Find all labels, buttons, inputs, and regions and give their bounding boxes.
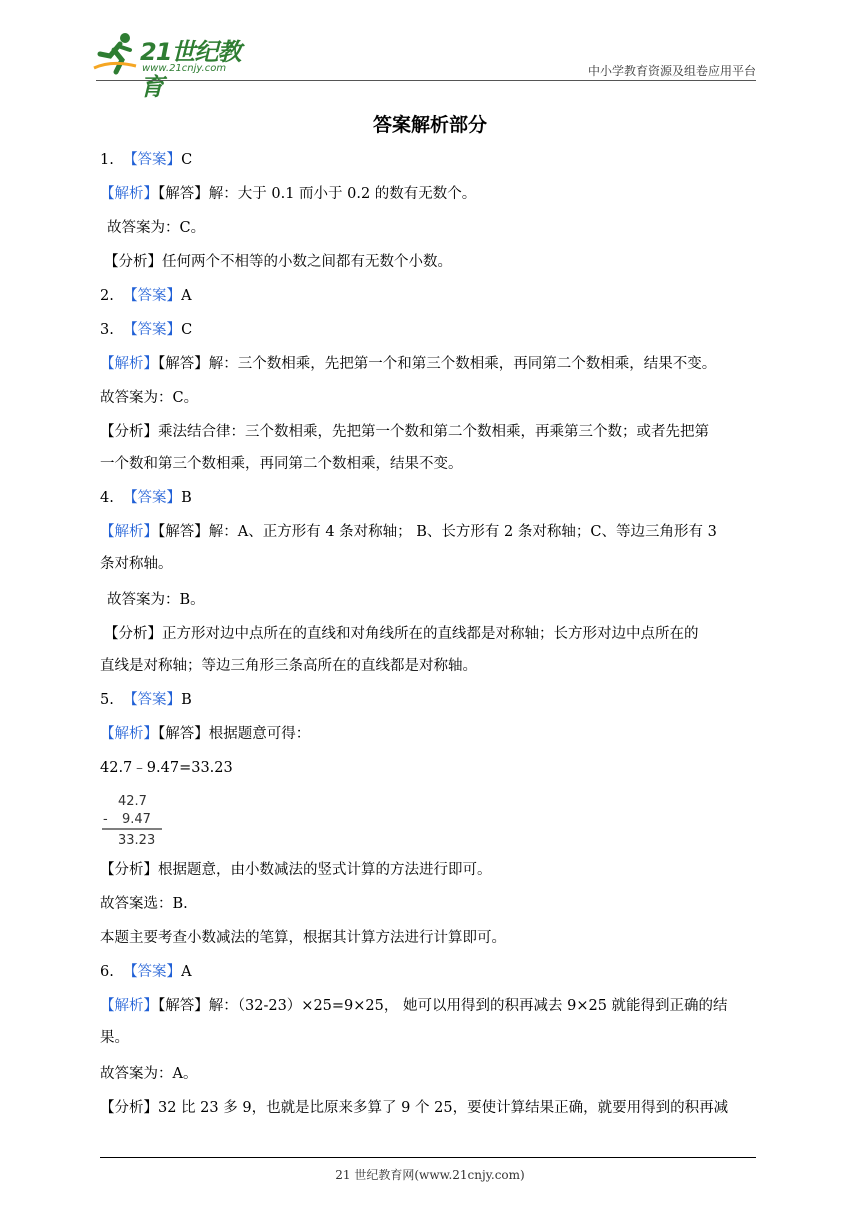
q6-number: 6. bbox=[100, 964, 114, 980]
q6-answer-tag: 【答案】 bbox=[123, 964, 182, 980]
q6-answer-line bbox=[100, 962, 770, 982]
calc-result: 33.23 bbox=[118, 833, 156, 848]
vertical-subtraction-figure bbox=[100, 790, 170, 850]
q2-answer-line bbox=[100, 286, 770, 306]
q1-jiexi-text: 【解答】解：大于 0.1 而小于 0.2 的数有无数个。 bbox=[158, 186, 477, 202]
calc-top-number: 42.7 bbox=[118, 794, 147, 809]
footer-divider bbox=[100, 1157, 756, 1158]
q2-answer: A bbox=[181, 288, 192, 304]
runner-logo-icon bbox=[92, 30, 142, 76]
q4-analysis-1: 【分析】正方形对边中点所在的直线和对角线所在的直线都是对称轴；长方形对边中点所在的 bbox=[104, 626, 699, 642]
q4-conclusion: 故答案为：B。 bbox=[107, 592, 205, 608]
q1-number: 1. bbox=[100, 152, 114, 168]
calc-second-number: 9.47 bbox=[122, 812, 151, 827]
q4-jiexi-text-1: 【解答】解：A、正方形有 4 条对称轴； B、长方形有 2 条对称轴；C、等边三角形有 3 bbox=[158, 524, 717, 540]
header-divider bbox=[96, 80, 756, 81]
q3-answer-tag: 【答案】 bbox=[123, 322, 182, 338]
q5-answer-line bbox=[100, 690, 770, 710]
q4-jiexi-text-2: 条对称轴。 bbox=[100, 556, 173, 572]
q5-jiexi-text: 【解答】根据题意可得： bbox=[158, 726, 311, 742]
q5-jiexi-tag: 【解析】 bbox=[100, 726, 158, 742]
q4-answer-tag: 【答案】 bbox=[123, 490, 182, 506]
q3-conclusion: 故答案为：C。 bbox=[100, 390, 199, 406]
logo-url: www.21cnjy.com bbox=[142, 63, 227, 74]
q5-equation: 42.7﹣9.47=33.23 bbox=[100, 760, 233, 776]
q1-answer-tag: 【答案】 bbox=[123, 152, 182, 168]
q6-jiexi-text-1: 【解答】解：（32-23）×25=9×25， 她可以用得到的积再减去 9×25 就能得到正确的结 bbox=[158, 998, 728, 1014]
q5-note: 本题主要考查小数减法的笔算，根据其计算方法进行计算即可。 bbox=[100, 930, 506, 946]
calc-operator: - bbox=[103, 812, 108, 827]
q3-jiexi-text: 【解答】解：三个数相乘，先把第一个和第三个数相乘，再同第二个数相乘，结果不变。 bbox=[158, 356, 717, 372]
platform-name: 中小学教育资源及组卷应用平台 bbox=[587, 64, 756, 78]
q1-analysis: 【分析】任何两个不相等的小数之间都有无数个小数。 bbox=[104, 254, 452, 270]
page-header bbox=[0, 0, 860, 101]
q4-number: 4. bbox=[100, 490, 114, 506]
q4-analysis-2: 直线是对称轴；等边三角形三条高所在的直线都是对称轴。 bbox=[100, 658, 477, 674]
q3-jiexi-line bbox=[100, 354, 770, 374]
q2-number: 2. bbox=[100, 288, 114, 304]
q3-number: 3. bbox=[100, 322, 114, 338]
logo-text: 21世纪教育 bbox=[140, 38, 241, 101]
page-footer: 21 世纪教育网(www.21cnjy.com) bbox=[335, 1168, 525, 1182]
q5-number: 5. bbox=[100, 692, 114, 708]
q6-answer: A bbox=[181, 964, 192, 980]
q6-conclusion: 故答案为：A。 bbox=[100, 1066, 198, 1082]
q4-answer-line bbox=[100, 488, 770, 508]
q5-jiexi-line bbox=[100, 724, 770, 744]
q3-answer: C bbox=[181, 322, 193, 338]
q5-conclusion: 故答案选：B. bbox=[100, 896, 188, 912]
page-title: 答案解析部分 bbox=[372, 114, 487, 136]
q5-answer: B bbox=[181, 692, 192, 708]
q1-jiexi-tag: 【解析】 bbox=[100, 186, 158, 202]
q5-analysis: 【分析】根据题意，由小数减法的竖式计算的方法进行即可。 bbox=[100, 862, 492, 878]
q3-jiexi-tag: 【解析】 bbox=[100, 356, 158, 372]
q3-analysis-1: 【分析】乘法结合律：三个数相乘，先把第一个数和第二个数相乘，再乘第三个数；或者先把第 bbox=[100, 424, 709, 440]
q6-jiexi-text-2: 果。 bbox=[100, 1030, 129, 1046]
q1-conclusion: 故答案为：C。 bbox=[107, 220, 206, 236]
q1-answer: C bbox=[181, 152, 193, 168]
q4-jiexi-tag: 【解析】 bbox=[100, 524, 158, 540]
q5-answer-tag: 【答案】 bbox=[123, 692, 182, 708]
q6-jiexi-line bbox=[100, 996, 770, 1016]
q2-answer-tag: 【答案】 bbox=[123, 288, 182, 304]
q4-answer: B bbox=[181, 490, 192, 506]
q3-analysis-2: 一个数和第三个数相乘，再同第二个数相乘，结果不变。 bbox=[100, 456, 463, 472]
site-logo bbox=[92, 30, 262, 101]
q6-jiexi-tag: 【解析】 bbox=[100, 998, 158, 1014]
q1-answer-line bbox=[100, 150, 770, 170]
q6-analysis: 【分析】32 比 23 多 9，也就是比原来多算了 9 个 25，要使计算结果正确，就要用得到的积再减 bbox=[100, 1100, 729, 1116]
q1-jiexi-line bbox=[100, 184, 770, 204]
q3-answer-line bbox=[100, 320, 770, 340]
q4-jiexi-line bbox=[100, 522, 770, 542]
